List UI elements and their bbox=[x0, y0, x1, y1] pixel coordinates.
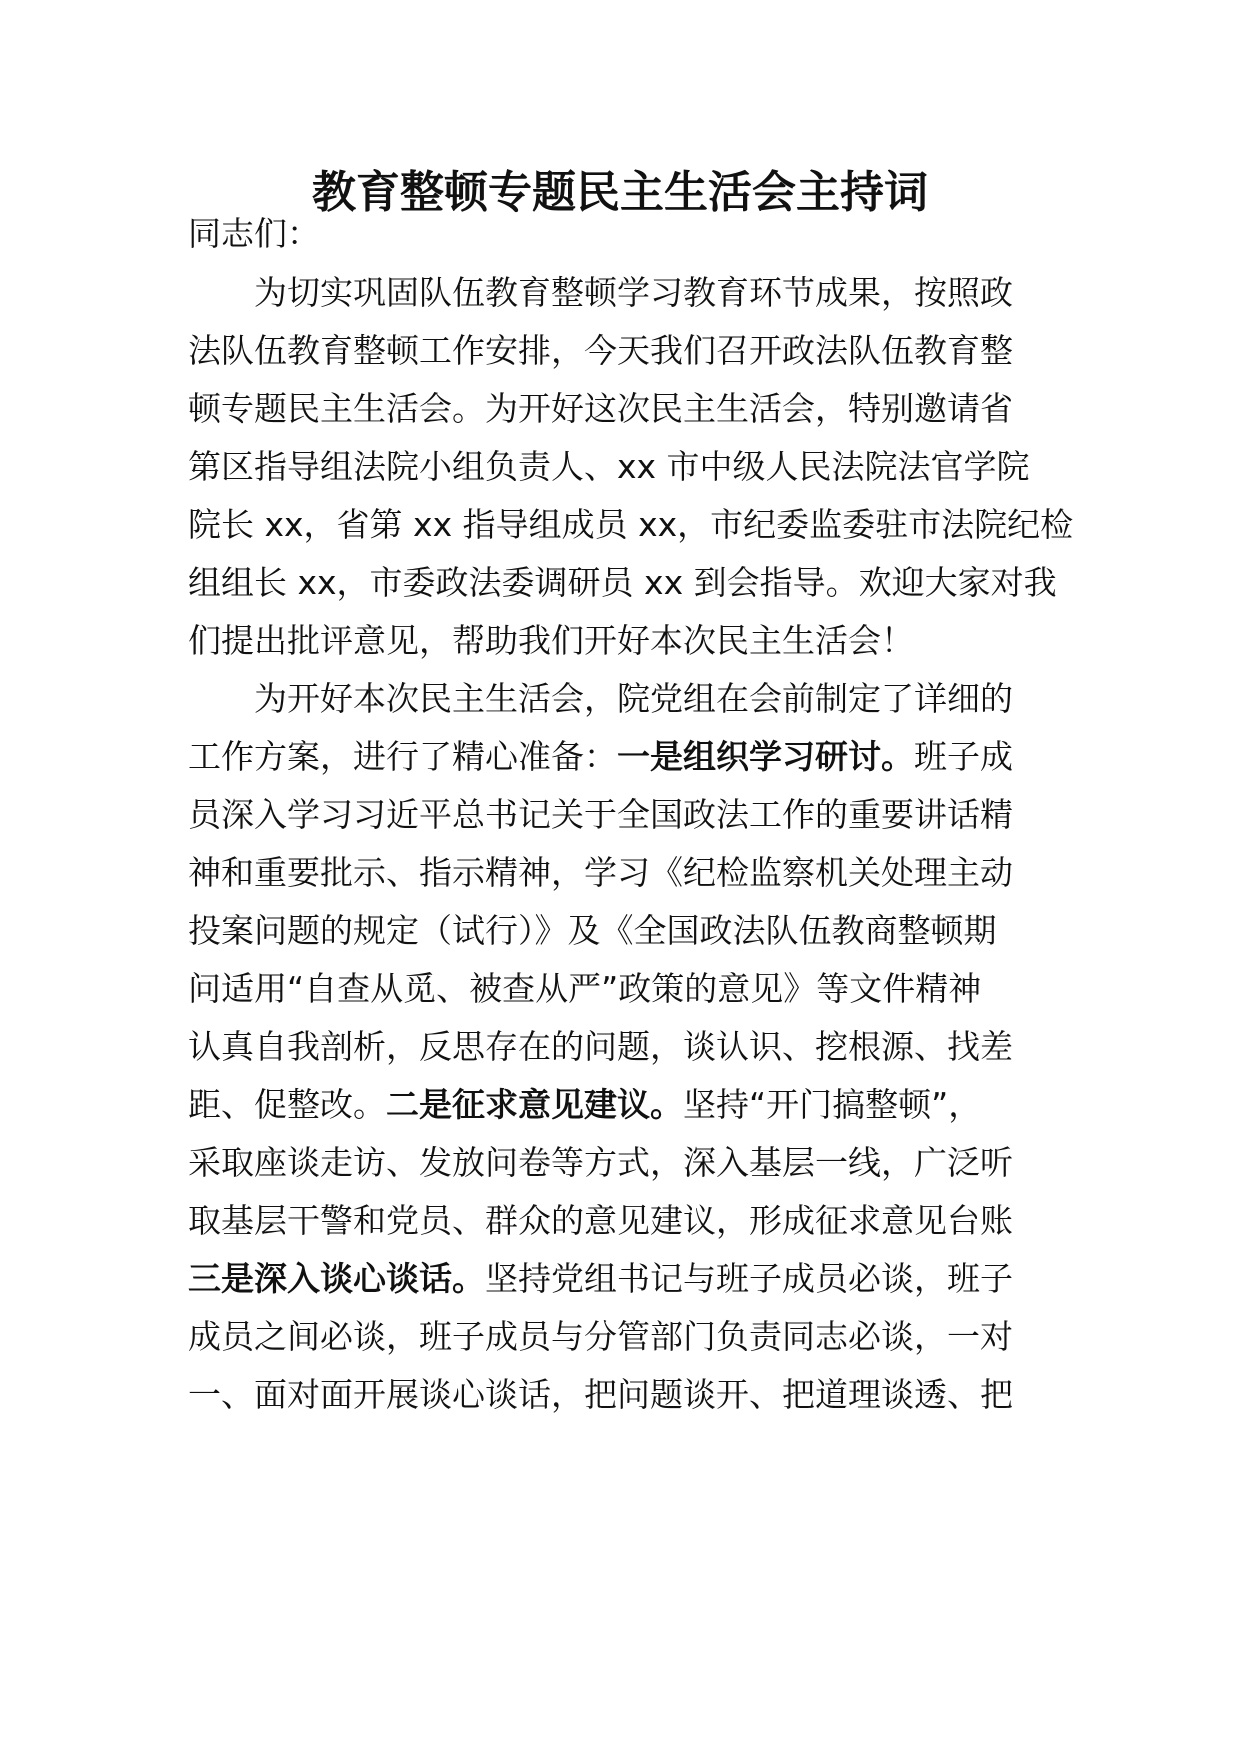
text-segment: 距、促整改。 bbox=[188, 1085, 386, 1124]
body-line bbox=[188, 619, 914, 663]
text-segment: 工作方案，进行了精心准备： bbox=[188, 737, 617, 776]
text-segment: 认真自我剖析，反思存在的问题，谈认识、挖根源、找差 bbox=[188, 1027, 1013, 1066]
text-segment: 组组长 xx，市委政法委调研员 xx 到会指导。欢迎大家对我 bbox=[188, 563, 1057, 602]
body-line bbox=[188, 1025, 1013, 1069]
body-line bbox=[188, 1141, 1013, 1185]
body-line bbox=[188, 271, 1013, 315]
text-segment: 采取座谈走访、发放问卷等方式，深入基层一线，广泛听 bbox=[188, 1143, 1013, 1182]
bold-heading: 二是征求意见建议。 bbox=[386, 1085, 683, 1124]
body-line bbox=[188, 1315, 1013, 1359]
body-line bbox=[188, 329, 1013, 373]
text-segment: 投案问题的规定（试行）》及《全国政法队伍教商整顿期 bbox=[188, 911, 997, 950]
body-line bbox=[188, 735, 1013, 779]
body-line bbox=[188, 1083, 981, 1127]
body-line bbox=[188, 793, 1013, 837]
body-line bbox=[188, 909, 997, 953]
text-segment: 员深入学习习近平总书记关于全国政法工作的重要讲话精 bbox=[188, 795, 1013, 834]
text-segment: 为切实巩固队伍教育整顿学习教育环节成果，按照政 bbox=[188, 273, 1013, 312]
text-segment: 们提出批评意见，帮助我们开好本次民主生活会！ bbox=[188, 621, 914, 660]
body-line bbox=[188, 445, 1030, 489]
body-line bbox=[188, 387, 1013, 431]
text-segment: 坚持党组书记与班子成员必谈，班子 bbox=[485, 1259, 1013, 1298]
text-segment: 法队伍教育整顿工作安排，今天我们召开政法队伍教育整 bbox=[188, 331, 1013, 370]
text-segment: 第区指导组法院小组负责人、xx 市中级人民法院法官学院 bbox=[188, 447, 1030, 486]
text-segment: 班子成 bbox=[914, 737, 1013, 776]
body-line bbox=[188, 851, 1013, 895]
text-segment: 坚持“开门搞整顿”， bbox=[683, 1085, 982, 1124]
body-line bbox=[188, 561, 1057, 605]
text-segment: 神和重要批示、指示精神，学习《纪检监察机关处理主动 bbox=[188, 853, 1013, 892]
body-line bbox=[188, 1373, 1013, 1417]
document-title: 教育整顿专题民主生活会主持词 bbox=[312, 167, 928, 218]
text-segment: 一、面对面开展谈心谈话，把问题谈开、把道理谈透、把 bbox=[188, 1375, 1013, 1414]
text-segment: 院长 xx，省第 xx 指导组成员 xx，市纪委监委驻市法院纪检 bbox=[188, 505, 1074, 544]
body-line bbox=[188, 677, 1013, 721]
text-segment: 为开好本次民主生活会，院党组在会前制定了详细的 bbox=[188, 679, 1013, 718]
body-line bbox=[188, 967, 981, 1011]
bold-heading: 一是组织学习研讨。 bbox=[617, 737, 914, 776]
salutation: 同志们： bbox=[188, 214, 320, 253]
body-line bbox=[188, 1199, 1013, 1243]
text-segment: 取基层干警和党员、群众的意见建议，形成征求意见台账 bbox=[188, 1201, 1013, 1240]
text-segment: 顿专题民主生活会。为开好这次民主生活会，特别邀请省 bbox=[188, 389, 1013, 428]
bold-heading: 三是深入谈心谈话。 bbox=[188, 1259, 485, 1298]
text-segment: 问适用“自查从觅、被查从严”政策的意见》等文件精神 bbox=[188, 969, 982, 1008]
text-segment: 成员之间必谈，班子成员与分管部门负责同志必谈，一对 bbox=[188, 1317, 1013, 1356]
body-line bbox=[188, 1257, 1013, 1301]
body-line bbox=[188, 503, 1073, 547]
